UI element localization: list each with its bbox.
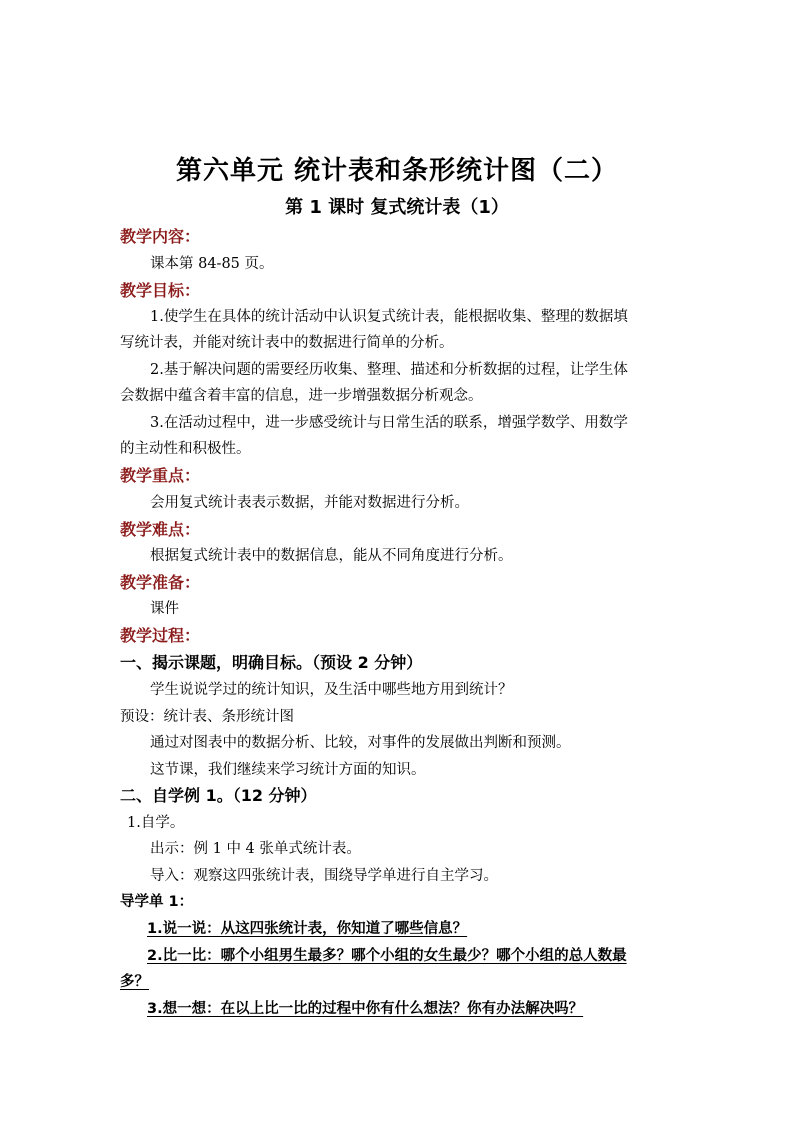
difficulty-text: 根据复式统计表中的数据信息，能从不同角度进行分析。 <box>150 548 513 564</box>
key-points-heading: 教学重点： <box>120 466 201 485</box>
step-2-line-1: 1.自学。 <box>127 815 185 831</box>
content-text: 课本第 84-85 页。 <box>150 256 274 272</box>
goal-1-line-2: 写统计表，并能对统计表中的数据进行简单的分析。 <box>120 335 454 351</box>
guide-question-3-text: 3.想一想：在以上比一比的过程中你有什么想法？你有办法解决吗？ <box>147 1001 584 1017</box>
page-title: 第六单元 统计表和条形统计图（二） <box>175 156 619 186</box>
step-2-line-3: 导入：观察这四张统计表，围绕导学单进行自主学习。 <box>150 868 498 884</box>
difficulty-heading: 教学难点： <box>120 520 201 539</box>
guide-question-1 <box>120 917 467 938</box>
step-1-heading: 一、揭示课题，明确目标。（预设 2 分钟） <box>120 653 423 672</box>
goal-3-line-2: 的主动性和积极性。 <box>120 441 251 457</box>
guide-sheet-heading: 导学单 1： <box>120 894 194 910</box>
goal-1-line-1: 1.使学生在具体的统计活动中认识复式统计表，能根据收集、整理的数据填 <box>150 309 628 325</box>
step-1-line-1: 学生说说学过的统计知识，及生活中哪些地方用到统计？ <box>150 682 513 698</box>
step-2-line-2: 出示：例 1 中 4 张单式统计表。 <box>150 841 361 857</box>
preparation-text: 课件 <box>150 601 179 617</box>
preparation-heading: 教学准备： <box>120 573 201 592</box>
lesson-subtitle: 第 1 课时 复式统计表（1） <box>285 197 509 218</box>
key-points-text: 会用复式统计表表示数据，并能对数据进行分析。 <box>150 495 469 511</box>
goal-2-line-1: 2.基于解决问题的需要经历收集、整理、描述和分析数据的过程，让学生体 <box>150 362 628 378</box>
guide-question-2-line-2: 多？ <box>120 974 149 990</box>
guide-question-2-line-1 <box>120 944 627 965</box>
content-heading: 教学内容： <box>120 227 201 246</box>
process-heading: 教学过程： <box>120 626 201 645</box>
step-1-line-3: 通过对图表中的数据分析、比较，对事件的发展做出判断和预测。 <box>150 735 571 751</box>
step-1-line-4: 这节课，我们继续来学习统计方面的知识。 <box>150 762 426 778</box>
goal-3-line-1: 3.在活动过程中，进一步感受统计与日常生活的联系，增强学数学、用数学 <box>150 415 628 431</box>
guide-question-3 <box>120 997 583 1018</box>
goals-heading: 教学目标： <box>120 281 201 300</box>
step-2-heading: 二、自学例 1。（12 分钟） <box>120 786 317 805</box>
step-1-line-2: 预设：统计表、条形统计图 <box>120 709 294 725</box>
goal-2-line-2: 会数据中蕴含着丰富的信息，进一步增强数据分析观念。 <box>120 388 483 404</box>
guide-question-1-text: 1.说一说：从这四张统计表，你知道了哪些信息？ <box>147 921 468 937</box>
guide-question-2-text: 2.比一比：哪个小组男生最多？哪个小组的女生最少？哪个小组的总人数最 <box>147 948 627 964</box>
